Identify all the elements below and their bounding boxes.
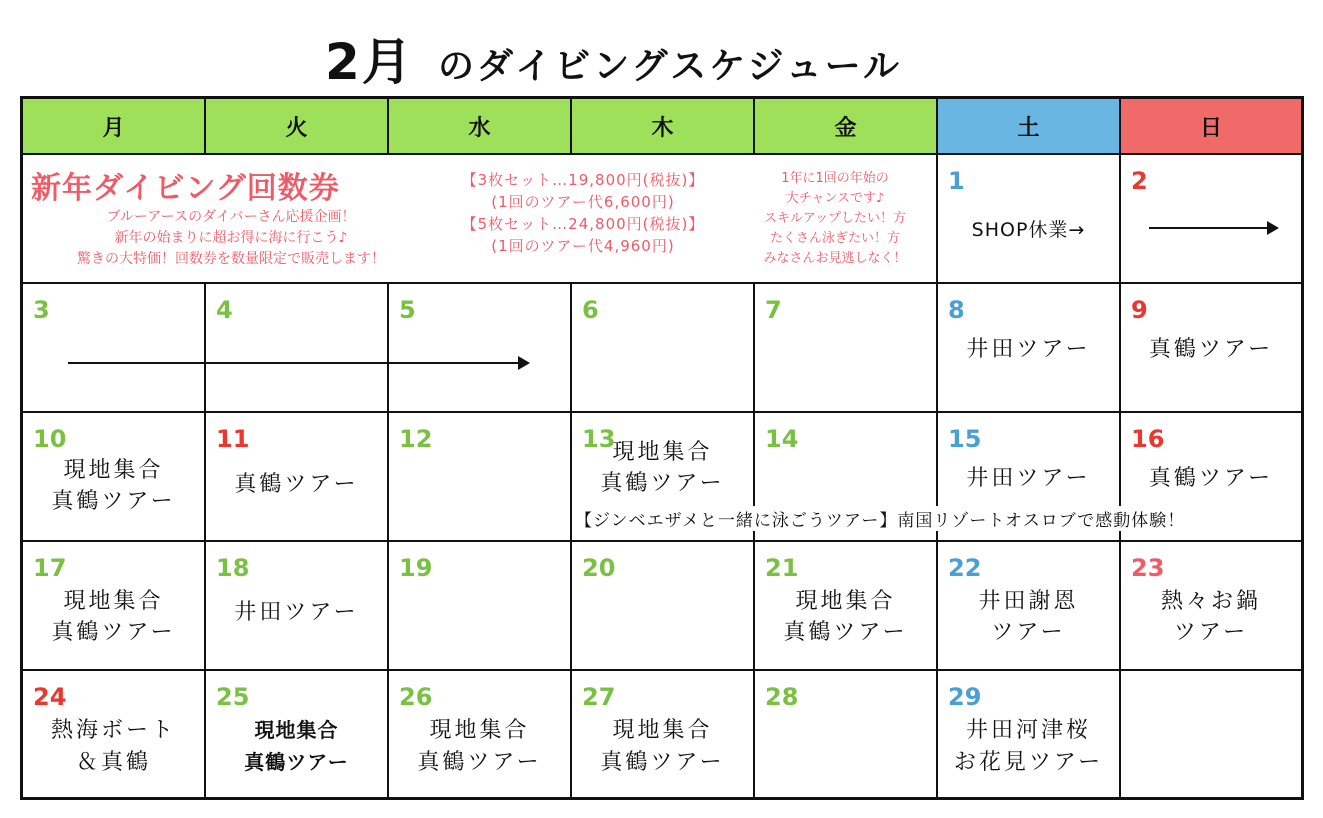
event-line: 真鶴ツアー [51,620,176,645]
header-sat: 土 [938,99,1121,155]
day-cell-11 [206,413,389,542]
event-banner: 【ジンベエザメと一緒に泳ごうツアー】南国リゾートオスロブで感動体験！ [575,506,1185,531]
event-line: 熱々お鍋 [1160,589,1261,614]
promo-prices [433,169,733,257]
day-cell-23 [1121,542,1301,671]
day-cell-20 [572,542,755,671]
day-cell-10 [23,413,206,542]
day-number: 8 [948,296,965,324]
header-tue: 火 [206,99,389,155]
day-cell-2 [1121,155,1301,284]
event-line: 真鶴ツアー [1148,466,1274,491]
header-thu: 木 [572,99,755,155]
day-cell-9 [1121,284,1301,413]
day-cell-1 [938,155,1121,284]
day-number: 1 [948,167,965,195]
event-line: 井田謝恩 [978,589,1079,614]
event-line: 真鶴ツアー [783,620,908,645]
note-line: みなさんお見逃しなく！ [763,251,907,266]
day-cell-19 [389,542,572,671]
day-number: 11 [216,425,250,453]
header-sun: 日 [1121,99,1301,155]
promo-notes [735,169,935,269]
event-line: 真鶴ツアー [244,750,349,774]
page-title [0,18,1323,91]
note-line: スキルアップしたい！方 [764,211,906,226]
day-cell-22 [938,542,1121,671]
event-line: 現地集合 [612,718,713,743]
price-line: (1回のツアー代4,960円) [491,237,675,255]
day-number: 24 [33,683,67,711]
note-line: 大チャンスです♪ [785,191,885,206]
day-number: 25 [216,683,250,711]
day-cell-12 [389,413,572,542]
day-cell-24 [23,671,206,797]
day-cell-18 [206,542,389,671]
day-cell-5 [389,284,572,413]
day-number: 19 [399,554,433,582]
event-line: 現地集合 [63,458,164,483]
closed-arrow [1149,227,1277,229]
day-cell-27 [572,671,755,797]
event-line: 真鶴ツアー [600,750,725,775]
day-cell-21 [755,542,938,671]
day-number: 20 [582,554,616,582]
day-number: 28 [765,683,799,711]
promo-block [23,155,938,284]
day-number: 12 [399,425,433,453]
day-number: 9 [1131,296,1148,324]
event-line: 現地集合 [612,440,713,465]
day-cell-empty [1121,671,1301,797]
day-number: 21 [765,554,799,582]
event-line: 真鶴ツアー [234,472,359,497]
event-line: SHOP休業→ [971,219,1086,241]
day-number: 10 [33,425,67,453]
day-cell-28 [755,671,938,797]
price-line: 【5枚セット…24,800円(税抜)】 [461,215,705,233]
day-number: 27 [582,683,616,711]
promo-line: ブルーアースのダイバーさん応援企画！ [106,209,356,225]
note-line: 1年に1回の年始の [781,171,889,186]
day-cell-7 [755,284,938,413]
day-number: 7 [765,296,782,324]
note-line: たくさん泳ぎたい！方 [769,231,900,246]
event-line: ツアー [991,620,1066,645]
event-line: 現地集合 [63,589,164,614]
day-number: 6 [582,296,599,324]
promo-line: 驚きの大特価！回数券を数量限定で販売します！ [77,251,385,267]
day-number: 29 [948,683,982,711]
header-fri: 金 [755,99,938,155]
calendar [20,96,1304,800]
day-cell-29 [938,671,1121,797]
day-number: 26 [399,683,433,711]
event-line: 井田河津桜 [965,718,1091,743]
day-number: 13 [582,425,616,453]
day-number: 17 [33,554,67,582]
title-month: 2月 [325,33,414,91]
header-wed: 水 [389,99,572,155]
day-cell-8 [938,284,1121,413]
promo-title: 新年ダイビング回数券 [31,171,340,206]
promo-line: 新年の始まりに超お得に海に行こう♪ [114,230,348,246]
event-line: 真鶴ツアー [417,750,542,775]
event-line: お花見ツアー [953,750,1104,775]
day-number: 4 [216,296,233,324]
event-line: 現地集合 [429,718,530,743]
day-number: 23 [1131,554,1165,582]
promo-description [31,207,431,270]
day-number: 16 [1131,425,1165,453]
day-cell-17 [23,542,206,671]
event-line: 井田ツアー [966,337,1091,362]
header-mon: 月 [23,99,206,155]
event-line: 現地集合 [254,718,339,742]
event-line: 真鶴ツアー [600,471,725,496]
event-line: 熱海ボート [50,718,176,743]
day-number: 22 [948,554,982,582]
day-cell-3 [23,284,206,413]
day-number: 14 [765,425,799,453]
event-line: 真鶴ツアー [1148,337,1274,362]
price-line: 【3枚セット…19,800円(税抜)】 [461,171,705,189]
day-number: 15 [948,425,982,453]
day-cell-26 [389,671,572,797]
day-cell-6 [572,284,755,413]
price-line: (1回のツアー代6,600円) [491,193,675,211]
event-line: 井田ツアー [234,600,359,625]
day-number: 3 [33,296,50,324]
event-line: ＆真鶴 [75,750,151,775]
title-text: のダイビングスケジュール [438,46,903,87]
day-number: 18 [216,554,250,582]
event-line: 現地集合 [795,589,896,614]
event-line: 井田ツアー [966,466,1091,491]
day-cell-25 [206,671,389,797]
event-line: ツアー [1173,620,1249,645]
day-number: 2 [1131,167,1148,195]
closed-arrow [68,362,528,364]
day-number: 5 [399,296,416,324]
day-cell-4 [206,284,389,413]
event-line: 真鶴ツアー [51,489,176,514]
